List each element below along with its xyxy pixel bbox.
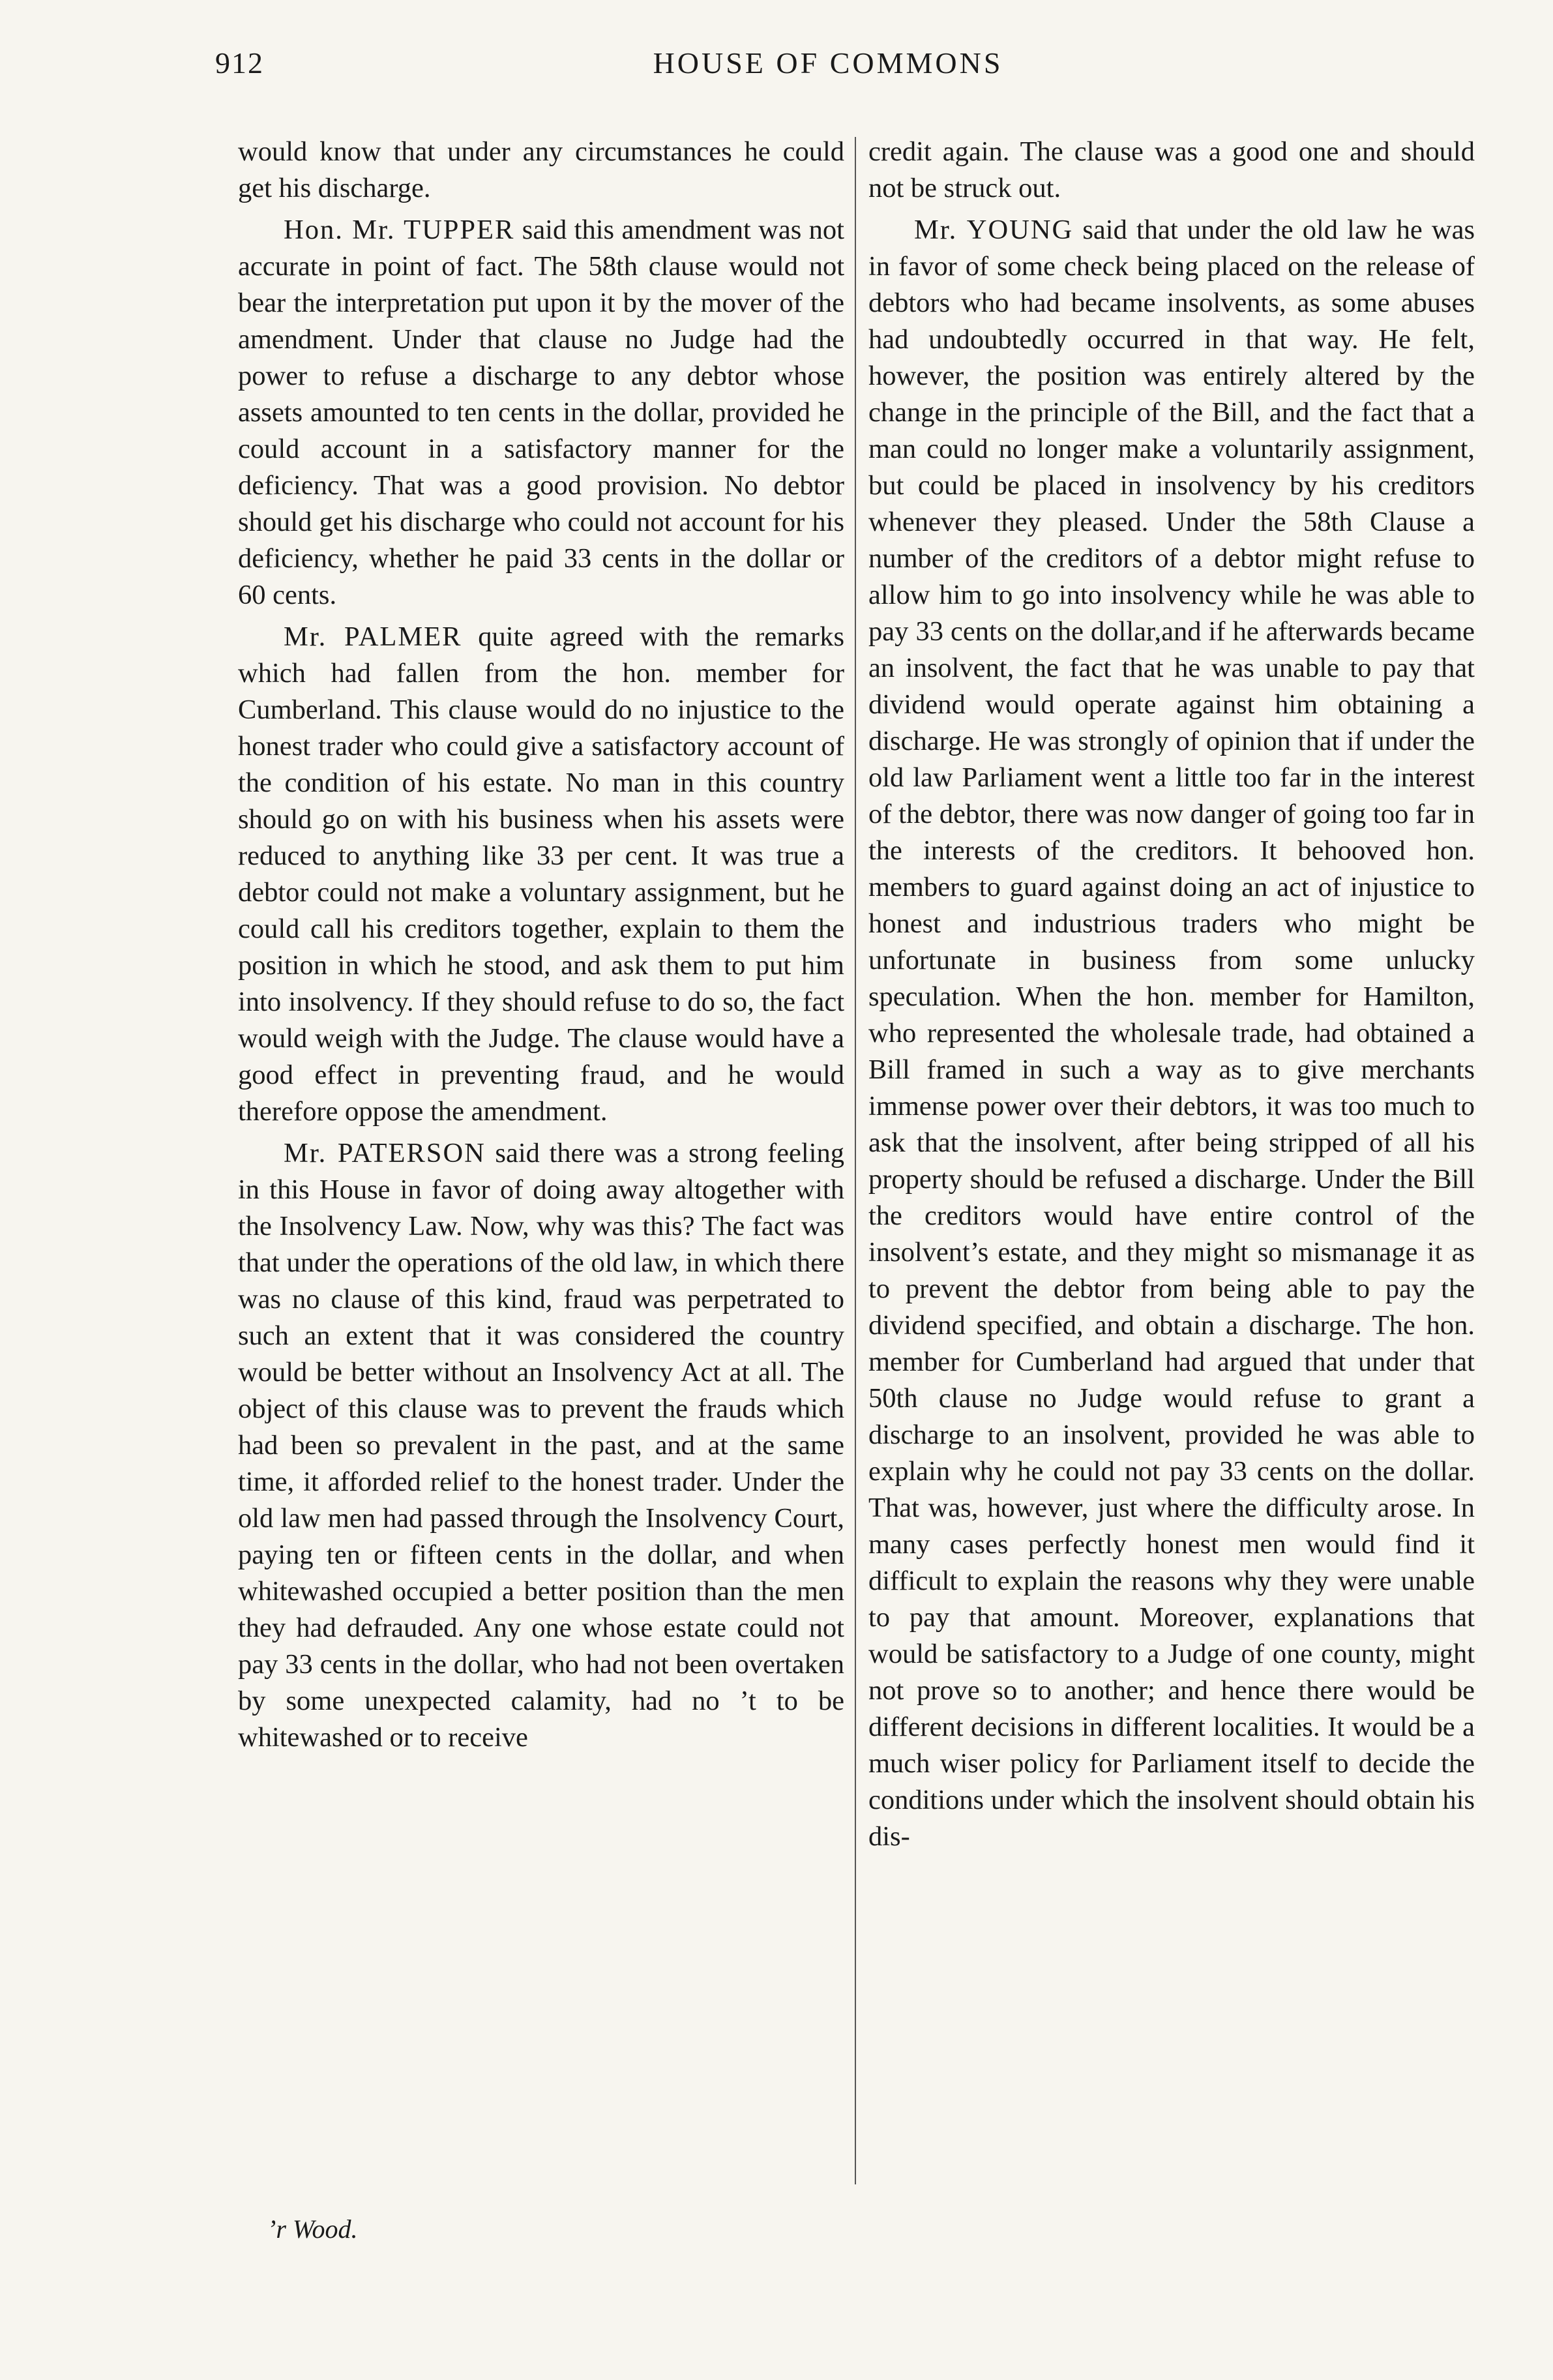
- paragraph: credit again. The clause was a good one and should not be struck out.: [868, 136, 1475, 203]
- paragraph: would know that under any circumstances he could get his discharge.: [238, 136, 844, 203]
- page-number: 912: [215, 46, 264, 80]
- paragraph: Mr. PATERSON said there was a strong feeling in this House in favor of doing away altogether with the Insolvency Law. Now, why was this? The fact was that under the operations of the old law, in which there was no clause of this kind, fraud was perpetrated to such an extent that it was considered the country would be better without an Insolvency Act at all. The object of this clause was to prevent the frauds which had been so prevalent in the past, and at the same time, it afforded relief to the honest trader. Under the old law men had passed through the Insolvency Court, paying ten or fifteen cents in the dollar, and when whitewashed occupied a better position than the men they had defrauded. Any one whose estate could not pay 33 cents in the dollar, who had not been overtaken by some unexpected calamity, had no ’t to be whitewashed or to receive: [238, 1138, 844, 1753]
- paragraph: Hon. Mr. TUPPER said this amendment was not accurate in point of fact. The 58th clause would not bear the interpretation put upon it by the mover of the amendment. Under that clause no Judge had the power to refuse a discharge to any debtor whose assets amounted to ten cents in the dollar, provided he could account in a satisfactory manner for the deficiency. That was a good provision. No debtor should get his discharge who could not account for his deficiency, whether he paid 33 cents in the dollar or 60 cents.: [238, 215, 844, 610]
- right-column: [868, 134, 1475, 2194]
- speaker-name: Mr. PALMER: [284, 621, 462, 652]
- left-column: [238, 134, 844, 2194]
- paragraph: Mr. PALMER quite agreed with the remarks which had fallen from the hon. member for Cumberland. This clause would do no injustice to the honest trader who could give a satisfactory account of the condition of his estate. No man in this country should go on with his business when his assets were reduced to anything like 33 per cent. It was true a debtor could not make a voluntary assignment, but he could call his creditors together, explain to them the position in which he stood, and ask them to put him into insolvency. If they should refuse to do so, the fact would weigh with the Judge. The clause would have a good effect in preventing fraud, and he would therefore oppose the amendment.: [238, 621, 844, 1127]
- speaker-name: Mr. YOUNG: [914, 215, 1074, 245]
- speaker-name: Mr. PATERSON: [284, 1138, 486, 1168]
- running-head: HOUSE OF COMMONS: [653, 46, 1003, 80]
- paragraph: Mr. YOUNG said that under the old law he was in favor of some check being placed on the release of debtors who had became insolvents, as some abuses had undoubtedly occurred in that way. He felt, however, the position was entirely altered by the change in the principle of the Bill, and the fact that a man could no longer make a voluntarily assignment, but could be placed in insolvency by his creditors whenever they pleased. Under the 58th Clause a number of the creditors of a debtor might refuse to allow him to go into insolvency while he was able to pay 33 cents on the dollar,and if he afterwards became an insolvent, the fact that he was unable to pay that dividend would operate against him obtaining a discharge. He was strongly of opinion that if under the old law Parliament went a little too far in the interest of the debtor, there was now danger of going too far in the interests of the creditors. It behooved hon. members to guard against doing an act of injustice to honest and industrious traders who might be unfortunate in business from some unlucky speculation. When the hon. member for Hamilton, who represented the wholesale trade, had obtained a Bill framed in such a way as to give merchants immense power over their debtors, it was too much to ask that the insolvent, after being stripped of all his property should be refused a discharge. Under the Bill the creditors would have entire control of the insolvent’s estate, and they might so mismanage it as to prevent the debtor from being able to pay the dividend specified, and obtain a discharge. The hon. member for Cumberland had argued that under that 50th clause no Judge would refuse to grant a discharge to an insolvent, provided he was able to explain why he could not pay 33 cents on the dollar. That was, however, just where the difficulty arose. In many cases perfectly honest men would find it difficult to explain the reasons why they were unable to pay that amount. Moreover, explanations that would be satisfactory to a Judge of one county, might not prove so to another; and hence there would be different decisions in different localities. It would be a much wiser policy for Parliament itself to decide the conditions under which the insolvent should obtain his dis-: [868, 215, 1475, 1852]
- page-header: [215, 46, 1441, 98]
- footer-signature: ’r Wood.: [267, 2214, 358, 2244]
- column-divider: [855, 137, 856, 2184]
- speaker-name: Hon. Mr. TUPPER: [284, 215, 515, 245]
